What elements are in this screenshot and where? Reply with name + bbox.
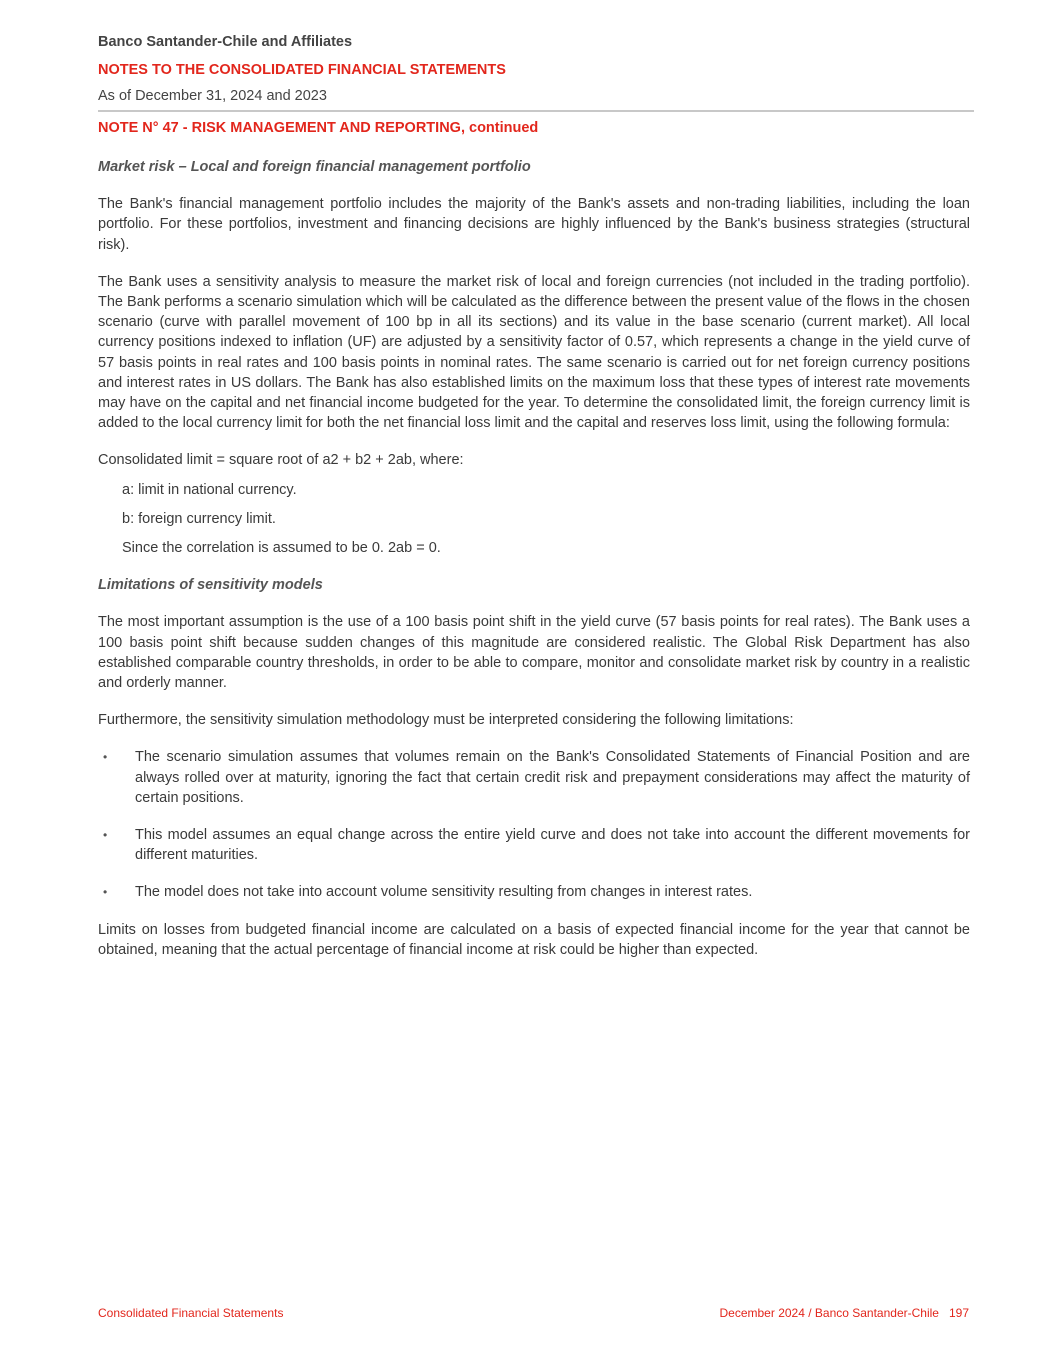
note-heading: NOTE N° 47 - RISK MANAGEMENT AND REPORTING, continued (98, 120, 539, 136)
paragraph: The Bank uses a sensitivity analysis to measure the market risk of local and foreign currencies (not included in the trading portfolio). The Bank performs a scenario simulation which will be calculated as the difference between the present value of the flows in the chosen scenario (curve with parallel movement of 100 bp in all its sections) and its value in the base scenario (current market). All local currency positions indexed to inflation (UF) are adjusted by a sensitivity factor of 0.57, which represents a change in the yield curve of 57 basis points in real rates and 100 basis points in nominal rates. The same scenario is carried out for net foreign currency positions and interest rates in US dollars. The Bank has also established limits on the maximum loss that these types of interest rate movements may have on the capital and net financial income budgeted for the year. To determine the consolidated limit, the foreign currency limit is added to the local currency limit for both the net financial loss limit and the capital and reserves loss limit, using the following formula: (98, 273, 970, 432)
bullet-icon: • (103, 885, 108, 900)
formula-text: Consolidated limit = square root of a2 + b2 + 2ab, where: (98, 452, 464, 469)
limitations-list (98, 747, 970, 902)
footer-date-source: December 2024 / Banco Santander-Chile (719, 1306, 939, 1320)
formula-item: b: foreign currency limit. (122, 510, 276, 527)
bullet-icon: • (103, 750, 108, 765)
footer-right (720, 1306, 970, 1320)
list-item-text: The model does not take into account volume sensitivity resulting from changes in interest rates. (135, 884, 753, 901)
paragraph: The most important assumption is the use of a 100 basis point shift in the yield curve (57 basis points for real rates). The Bank uses a 100 basis point shift because sudden changes of this magnitude are considered realistic. The Global Risk Department has also established comparable country thresholds, in order to be able to compare, monitor and consolidate market risk by country in a realistic and orderly manner. (98, 614, 970, 692)
header-divider (98, 110, 974, 112)
closing-paragraph: Limits on losses from budgeted financial income are calculated on a basis of expected financial income for the year that cannot be obtained, meaning that the actual percentage of financial income at risk could be higher than expected. (98, 921, 970, 958)
list-item (98, 825, 970, 865)
paragraph: The Bank's financial management portfolio includes the majority of the Bank's assets and non-trading liabilities, including the loan portfolio. For these portfolios, investment and financing decisions are highly influenced by the Bank's business strategies (structural risk). (98, 196, 970, 253)
section-heading-market-risk: Market risk – Local and foreign financial management portfolio (98, 159, 531, 175)
formula-item: Since the correlation is assumed to be 0. 2ab = 0. (122, 540, 441, 557)
list-item (98, 882, 970, 902)
formula-item: a: limit in national currency. (122, 481, 297, 498)
list-item (98, 747, 970, 808)
section-heading-limitations: Limitations of sensitivity models (98, 577, 323, 594)
note-content (98, 157, 970, 977)
bullet-icon: • (103, 828, 108, 843)
as-of-date: As of December 31, 2024 and 2023 (98, 88, 327, 104)
list-item-text: This model assumes an equal change across the entire yield curve and does not take into account the different movements for different maturities. (135, 827, 970, 864)
paragraph: Furthermore, the sensitivity simulation methodology must be interpreted considering the following limitations: (98, 712, 794, 729)
page-number: 197 (948, 1306, 969, 1320)
notes-title: NOTES TO THE CONSOLIDATED FINANCIAL STATEMENTS (98, 62, 506, 78)
footer-document-title: Consolidated Financial Statements (98, 1306, 284, 1320)
list-item-text: The scenario simulation assumes that volumes remain on the Bank's Consolidated Statements of Financial Position and are always rolled over at maturity, ignoring the fact that certain credit risk and prepayment considerations may affect the maturity of certain positions. (135, 749, 970, 806)
company-name: Banco Santander-Chile and Affiliates (98, 34, 353, 50)
